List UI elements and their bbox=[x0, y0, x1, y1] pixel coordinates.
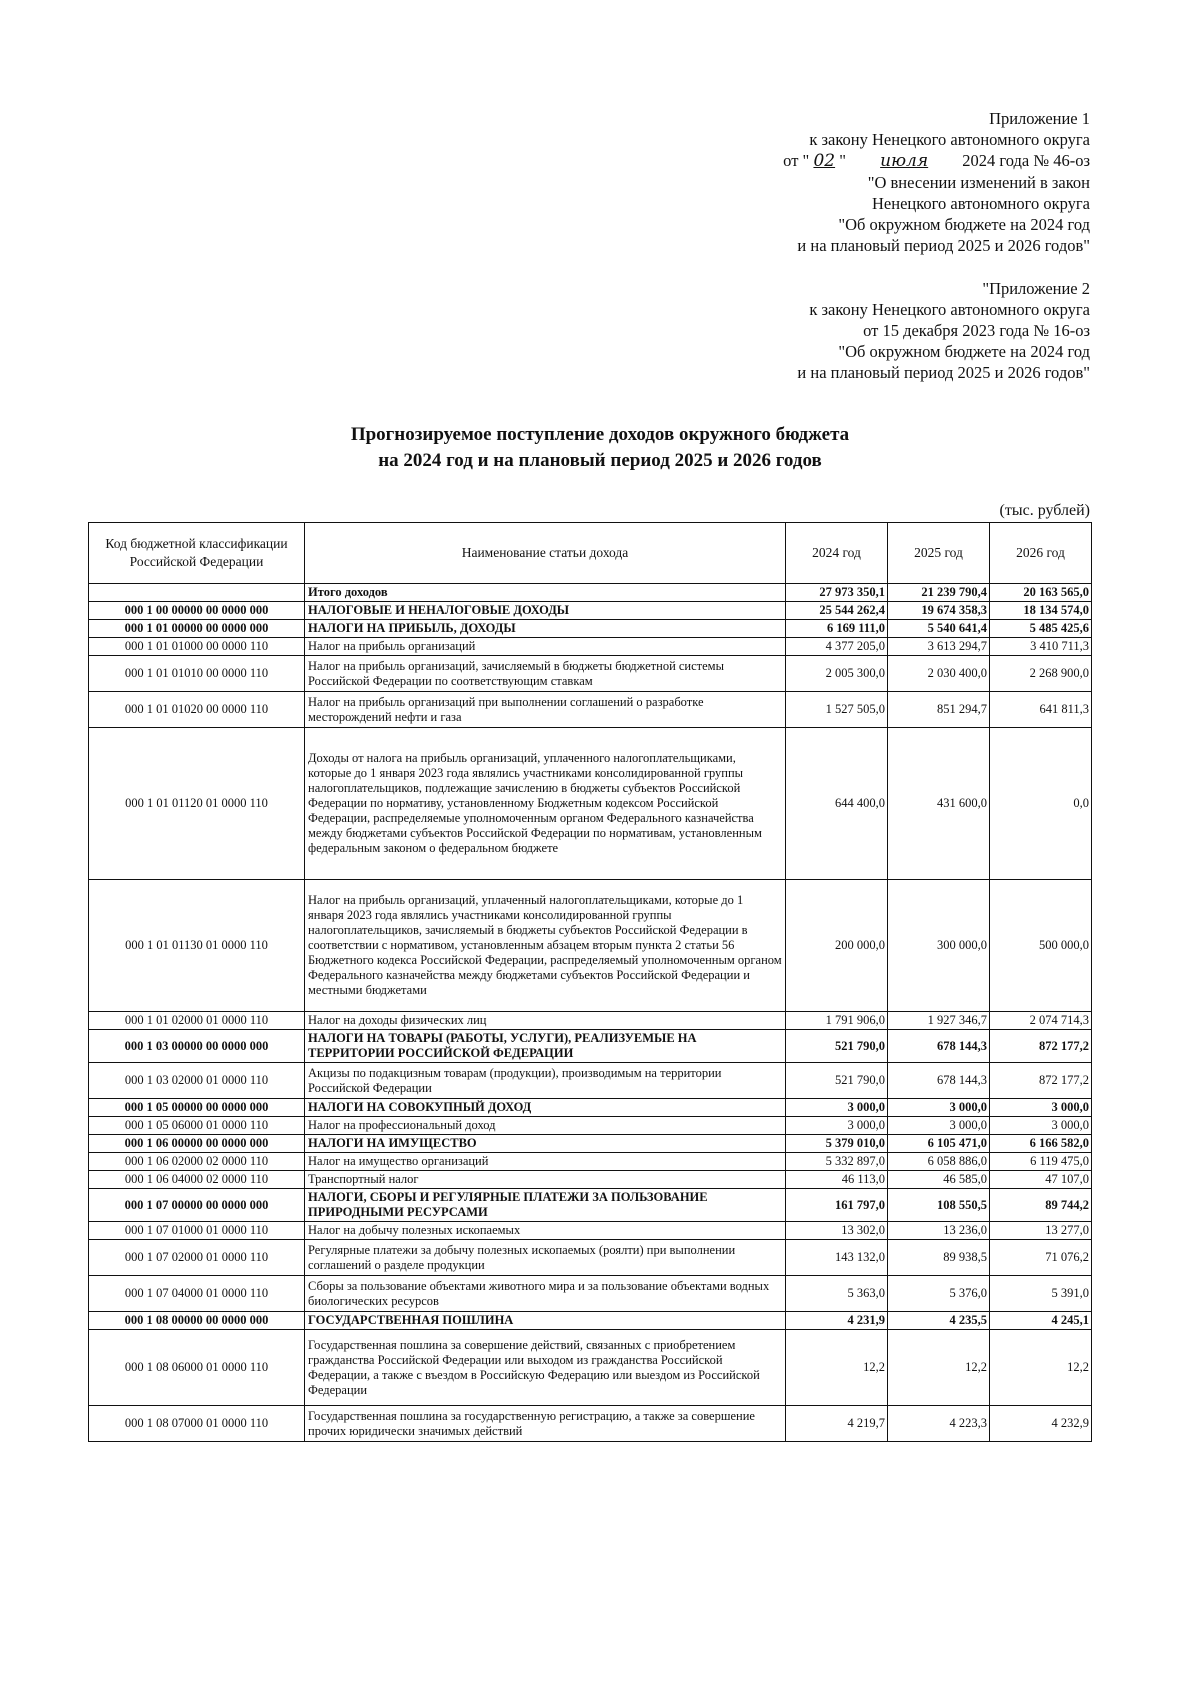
header-code: Код бюджетной классификации Российской Федерации bbox=[89, 523, 305, 584]
value-2024-cell: 1 791 906,0 bbox=[786, 1012, 888, 1030]
value-2025-cell: 89 938,5 bbox=[888, 1240, 990, 1276]
code-cell: 000 1 01 02000 01 0000 110 bbox=[89, 1012, 305, 1030]
name-cell: Налог на прибыль организаций bbox=[305, 638, 786, 656]
value-2024-cell: 27 973 350,1 bbox=[786, 584, 888, 602]
name-cell: НАЛОГИ НА ИМУЩЕСТВО bbox=[305, 1135, 786, 1153]
name-cell: Налог на прибыль организаций, зачисляемый в бюджеты бюджетной системы Российской Федерации по соответствующим ставкам bbox=[305, 656, 786, 692]
name-cell: Государственная пошлина за государственную регистрацию, а также за совершение прочих юридически значимых действий bbox=[305, 1406, 786, 1442]
name-cell: НАЛОГИ НА ТОВАРЫ (РАБОТЫ, УСЛУГИ), РЕАЛИЗУЕМЫЕ НА ТЕРРИТОРИИ РОССИЙСКОЙ ФЕДЕРАЦИИ bbox=[305, 1030, 786, 1063]
appendix1-line4: "О внесении изменений в закон bbox=[867, 173, 1090, 192]
value-2024-cell: 4 377 205,0 bbox=[786, 638, 888, 656]
name-cell: НАЛОГИ, СБОРЫ И РЕГУЛЯРНЫЕ ПЛАТЕЖИ ЗА ПОЛЬЗОВАНИЕ ПРИРОДНЫМИ РЕСУРСАМИ bbox=[305, 1189, 786, 1222]
code-cell: 000 1 06 04000 02 0000 110 bbox=[89, 1171, 305, 1189]
value-2024-cell: 25 544 262,4 bbox=[786, 602, 888, 620]
value-2025-cell: 3 613 294,7 bbox=[888, 638, 990, 656]
code-cell: 000 1 03 00000 00 0000 000 bbox=[89, 1030, 305, 1063]
value-2026-cell: 47 107,0 bbox=[990, 1171, 1092, 1189]
appendix2-title: "Приложение 2 bbox=[982, 279, 1090, 298]
value-2026-cell: 4 232,9 bbox=[990, 1406, 1092, 1442]
handwritten-month: июля bbox=[880, 151, 929, 171]
value-2025-cell: 678 144,3 bbox=[888, 1030, 990, 1063]
table-row bbox=[89, 620, 1092, 638]
value-2026-cell: 3 000,0 bbox=[990, 1099, 1092, 1117]
value-2024-cell: 13 302,0 bbox=[786, 1222, 888, 1240]
code-cell: 000 1 07 01000 01 0000 110 bbox=[89, 1222, 305, 1240]
code-cell: 000 1 01 01120 01 0000 110 bbox=[89, 728, 305, 880]
appendix2-date: от 15 декабря 2023 года № 16-оз bbox=[863, 321, 1090, 340]
appendix2-line4: "Об окружном бюджете на 2024 год bbox=[838, 342, 1090, 361]
header-2026: 2026 год bbox=[990, 523, 1092, 584]
table-header-row bbox=[89, 523, 1092, 584]
value-2025-cell: 300 000,0 bbox=[888, 880, 990, 1012]
appendix2-law-ref: к закону Ненецкого автономного округа bbox=[809, 300, 1090, 319]
value-2026-cell: 641 811,3 bbox=[990, 692, 1092, 728]
table-row bbox=[89, 1330, 1092, 1406]
code-cell: 000 1 01 01000 00 0000 110 bbox=[89, 638, 305, 656]
value-2026-cell: 2 268 900,0 bbox=[990, 656, 1092, 692]
name-cell: Налог на прибыль организаций, уплаченный налогоплательщиками, которые до 1 января 2023 года являлись участниками консолидированной группы налогоплательщиков, зачисляемый в бюджеты субъектов Российской Федерации в соответствии с нормативом, установленным абзацем вторым пункта 2 статьи 56 Бюджетного кодекса Российской Федерации, распределяемый уполномоченным органом Федерального казначейства между бюджетами субъектов Российской Федерации и местными бюджетами bbox=[305, 880, 786, 1012]
revenue-table bbox=[88, 522, 1092, 1442]
code-cell: 000 1 01 01010 00 0000 110 bbox=[89, 656, 305, 692]
value-2024-cell: 3 000,0 bbox=[786, 1117, 888, 1135]
table-row bbox=[89, 1276, 1092, 1312]
appendix1-law-ref: к закону Ненецкого автономного округа bbox=[809, 130, 1090, 149]
value-2024-cell: 200 000,0 bbox=[786, 880, 888, 1012]
code-cell: 000 1 08 00000 00 0000 000 bbox=[89, 1312, 305, 1330]
document-title bbox=[0, 422, 1200, 474]
header-2025: 2025 год bbox=[888, 523, 990, 584]
table-row bbox=[89, 1406, 1092, 1442]
code-cell: 000 1 05 06000 01 0000 110 bbox=[89, 1117, 305, 1135]
value-2026-cell: 872 177,2 bbox=[990, 1063, 1092, 1099]
code-cell: 000 1 03 02000 01 0000 110 bbox=[89, 1063, 305, 1099]
value-2026-cell: 6 119 475,0 bbox=[990, 1153, 1092, 1171]
name-cell: Налог на доходы физических лиц bbox=[305, 1012, 786, 1030]
value-2026-cell: 6 166 582,0 bbox=[990, 1135, 1092, 1153]
value-2024-cell: 2 005 300,0 bbox=[786, 656, 888, 692]
value-2024-cell: 5 379 010,0 bbox=[786, 1135, 888, 1153]
value-2026-cell: 3 000,0 bbox=[990, 1117, 1092, 1135]
appendix1-line6: "Об окружном бюджете на 2024 год bbox=[838, 215, 1090, 234]
value-2024-cell: 4 219,7 bbox=[786, 1406, 888, 1442]
name-cell: Государственная пошлина за совершение действий, связанных с приобретением гражданства Российской Федерации или выходом из гражданства Российской Федерации, а также с въездом в Российскую Федерацию или выездом из Российской Федерации bbox=[305, 1330, 786, 1406]
value-2025-cell: 4 223,3 bbox=[888, 1406, 990, 1442]
value-2024-cell: 521 790,0 bbox=[786, 1063, 888, 1099]
table-row bbox=[89, 638, 1092, 656]
value-2025-cell: 19 674 358,3 bbox=[888, 602, 990, 620]
value-2026-cell: 500 000,0 bbox=[990, 880, 1092, 1012]
value-2025-cell: 678 144,3 bbox=[888, 1063, 990, 1099]
value-2024-cell: 1 527 505,0 bbox=[786, 692, 888, 728]
code-cell: 000 1 08 07000 01 0000 110 bbox=[89, 1406, 305, 1442]
value-2024-cell: 143 132,0 bbox=[786, 1240, 888, 1276]
appendix2-line5: и на плановый период 2025 и 2026 годов" bbox=[797, 363, 1090, 382]
value-2025-cell: 3 000,0 bbox=[888, 1117, 990, 1135]
value-2025-cell: 431 600,0 bbox=[888, 728, 990, 880]
value-2026-cell: 71 076,2 bbox=[990, 1240, 1092, 1276]
name-cell: Регулярные платежи за добычу полезных ископаемых (роялти) при выполнении соглашений о разделе продукции bbox=[305, 1240, 786, 1276]
value-2026-cell: 20 163 565,0 bbox=[990, 584, 1092, 602]
value-2024-cell: 161 797,0 bbox=[786, 1189, 888, 1222]
name-cell: ГОСУДАРСТВЕННАЯ ПОШЛИНА bbox=[305, 1312, 786, 1330]
value-2026-cell: 3 410 711,3 bbox=[990, 638, 1092, 656]
value-2025-cell: 4 235,5 bbox=[888, 1312, 990, 1330]
code-cell: 000 1 07 00000 00 0000 000 bbox=[89, 1189, 305, 1222]
date-prefix: от " bbox=[783, 151, 810, 170]
name-cell: НАЛОГИ НА ПРИБЫЛЬ, ДОХОДЫ bbox=[305, 620, 786, 638]
code-cell: 000 1 01 01020 00 0000 110 bbox=[89, 692, 305, 728]
value-2024-cell: 46 113,0 bbox=[786, 1171, 888, 1189]
header-2024: 2024 год bbox=[786, 523, 888, 584]
name-cell: Налог на добычу полезных ископаемых bbox=[305, 1222, 786, 1240]
value-2024-cell: 4 231,9 bbox=[786, 1312, 888, 1330]
value-2026-cell: 4 245,1 bbox=[990, 1312, 1092, 1330]
name-cell: Налог на имущество организаций bbox=[305, 1153, 786, 1171]
code-cell: 000 1 06 00000 00 0000 000 bbox=[89, 1135, 305, 1153]
value-2026-cell: 18 134 574,0 bbox=[990, 602, 1092, 620]
table-row bbox=[89, 1099, 1092, 1117]
name-cell: Сборы за пользование объектами животного мира и за пользование объектами водных биологических ресурсов bbox=[305, 1276, 786, 1312]
table-row bbox=[89, 1117, 1092, 1135]
value-2025-cell: 5 376,0 bbox=[888, 1276, 990, 1312]
table-row bbox=[89, 692, 1092, 728]
value-2025-cell: 5 540 641,4 bbox=[888, 620, 990, 638]
name-cell: Доходы от налога на прибыль организаций, уплаченного налогоплательщиками, которые до 1 января 2023 года являлись участниками консолидированной группы налогоплательщиков, подлежащие зачислению в бюджеты субъектов Российской Федерации по нормативу, установленному Бюджетным кодексом Российской Федерации, распределяемые уполномоченным органом Федерального казначейства между бюджетами субъектов Российской Федерации по нормативам, установленным федеральным законом о федеральном бюджете bbox=[305, 728, 786, 880]
table-row bbox=[89, 602, 1092, 620]
table-row bbox=[89, 656, 1092, 692]
table-row bbox=[89, 1135, 1092, 1153]
value-2025-cell: 12,2 bbox=[888, 1330, 990, 1406]
value-2024-cell: 6 169 111,0 bbox=[786, 620, 888, 638]
value-2026-cell: 0,0 bbox=[990, 728, 1092, 880]
appendix1-date-line bbox=[783, 150, 1090, 172]
value-2024-cell: 5 332 897,0 bbox=[786, 1153, 888, 1171]
value-2024-cell: 644 400,0 bbox=[786, 728, 888, 880]
value-2025-cell: 6 105 471,0 bbox=[888, 1135, 990, 1153]
code-cell: 000 1 00 00000 00 0000 000 bbox=[89, 602, 305, 620]
date-mid: " bbox=[839, 151, 847, 170]
table-row bbox=[89, 1153, 1092, 1171]
code-cell: 000 1 07 04000 01 0000 110 bbox=[89, 1276, 305, 1312]
table-row bbox=[89, 1012, 1092, 1030]
value-2024-cell: 5 363,0 bbox=[786, 1276, 888, 1312]
value-2025-cell: 21 239 790,4 bbox=[888, 584, 990, 602]
table-row bbox=[89, 1189, 1092, 1222]
value-2026-cell: 2 074 714,3 bbox=[990, 1012, 1092, 1030]
appendix1-header bbox=[783, 108, 1090, 256]
value-2024-cell: 521 790,0 bbox=[786, 1030, 888, 1063]
name-cell: Акцизы по подакцизным товарам (продукции), производимым на территории Российской Федерации bbox=[305, 1063, 786, 1099]
table-row bbox=[89, 1222, 1092, 1240]
document-title-line2: на 2024 год и на плановый период 2025 и 2026 годов bbox=[378, 450, 822, 471]
code-cell: 000 1 06 02000 02 0000 110 bbox=[89, 1153, 305, 1171]
code-cell: 000 1 08 06000 01 0000 110 bbox=[89, 1330, 305, 1406]
value-2025-cell: 13 236,0 bbox=[888, 1222, 990, 1240]
name-cell: НАЛОГОВЫЕ И НЕНАЛОГОВЫЕ ДОХОДЫ bbox=[305, 602, 786, 620]
appendix1-line7: и на плановый период 2025 и 2026 годов" bbox=[797, 236, 1090, 255]
table-body bbox=[89, 584, 1092, 1442]
value-2026-cell: 5 485 425,6 bbox=[990, 620, 1092, 638]
table-row bbox=[89, 1063, 1092, 1099]
handwritten-day: 02 bbox=[813, 151, 836, 171]
value-2025-cell: 46 585,0 bbox=[888, 1171, 990, 1189]
value-2026-cell: 89 744,2 bbox=[990, 1189, 1092, 1222]
value-2026-cell: 13 277,0 bbox=[990, 1222, 1092, 1240]
name-cell: Налог на прибыль организаций при выполнении соглашений о разработке месторождений нефти и газа bbox=[305, 692, 786, 728]
code-cell: 000 1 01 00000 00 0000 000 bbox=[89, 620, 305, 638]
document-title-line1: Прогнозируемое поступление доходов окружного бюджета bbox=[350, 424, 850, 445]
table-row bbox=[89, 728, 1092, 880]
value-2026-cell: 5 391,0 bbox=[990, 1276, 1092, 1312]
value-2025-cell: 3 000,0 bbox=[888, 1099, 990, 1117]
code-cell: 000 1 07 02000 01 0000 110 bbox=[89, 1240, 305, 1276]
units-label: (тыс. рублей) bbox=[999, 502, 1090, 519]
code-cell: 000 1 05 00000 00 0000 000 bbox=[89, 1099, 305, 1117]
table-row bbox=[89, 1030, 1092, 1063]
value-2025-cell: 851 294,7 bbox=[888, 692, 990, 728]
value-2024-cell: 12,2 bbox=[786, 1330, 888, 1406]
name-cell: НАЛОГИ НА СОВОКУПНЫЙ ДОХОД bbox=[305, 1099, 786, 1117]
code-cell: 000 1 01 01130 01 0000 110 bbox=[89, 880, 305, 1012]
date-suffix: 2024 года № 46-оз bbox=[962, 151, 1090, 170]
table-row bbox=[89, 880, 1092, 1012]
name-cell: Итого доходов bbox=[305, 584, 786, 602]
code-cell bbox=[89, 584, 305, 602]
name-cell: Транспортный налог bbox=[305, 1171, 786, 1189]
table-row bbox=[89, 1240, 1092, 1276]
value-2026-cell: 12,2 bbox=[990, 1330, 1092, 1406]
value-2025-cell: 108 550,5 bbox=[888, 1189, 990, 1222]
value-2025-cell: 2 030 400,0 bbox=[888, 656, 990, 692]
appendix2-header bbox=[797, 278, 1090, 383]
table-row bbox=[89, 1171, 1092, 1189]
appendix1-line5: Ненецкого автономного округа bbox=[872, 194, 1090, 213]
value-2025-cell: 1 927 346,7 bbox=[888, 1012, 990, 1030]
table-row bbox=[89, 1312, 1092, 1330]
value-2024-cell: 3 000,0 bbox=[786, 1099, 888, 1117]
value-2026-cell: 872 177,2 bbox=[990, 1030, 1092, 1063]
value-2025-cell: 6 058 886,0 bbox=[888, 1153, 990, 1171]
appendix1-title: Приложение 1 bbox=[989, 109, 1090, 128]
header-name: Наименование статьи дохода bbox=[305, 523, 786, 584]
name-cell: Налог на профессиональный доход bbox=[305, 1117, 786, 1135]
table-row bbox=[89, 584, 1092, 602]
